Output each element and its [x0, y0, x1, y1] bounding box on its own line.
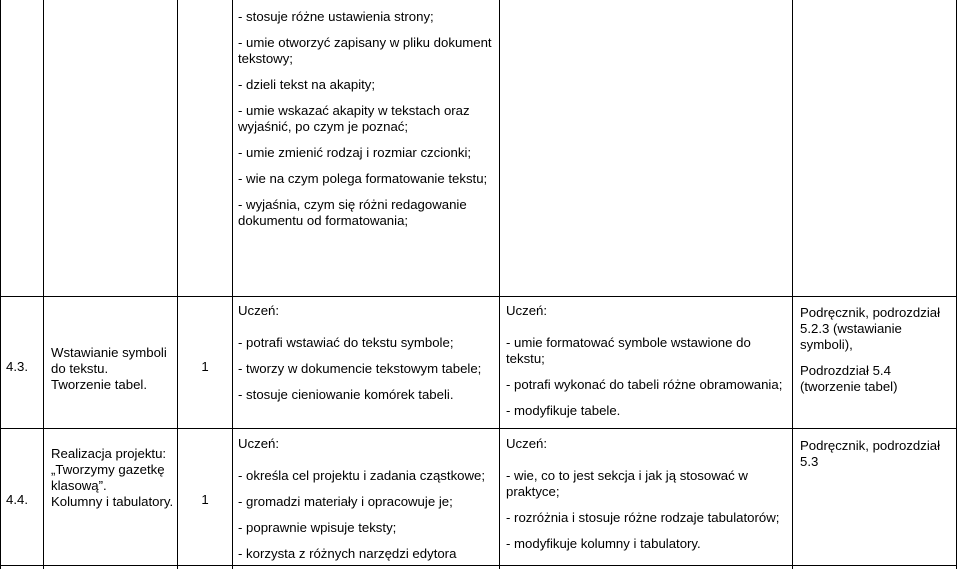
requirement-item: - potrafi wykonać do tabeli różne obramowania;	[506, 377, 783, 392]
skills-list-continued	[238, 9, 496, 229]
requirements-header: Uczeń:	[238, 303, 280, 318]
resource-item: Podrozdział 5.4 (tworzenie tabel)	[800, 363, 898, 394]
topic-line: Wstawianie symboli do tekstu.	[51, 345, 167, 376]
requirement-item: - poprawnie wpisuje teksty;	[238, 520, 397, 535]
resources-cell	[800, 438, 952, 470]
topic-cell	[51, 446, 175, 510]
skill-item: - umie otworzyć zapisany w pliku dokument tekstowy;	[238, 35, 492, 66]
requirement-item: - korzysta z różnych narzędzi edytora	[238, 546, 457, 561]
basic-requirements-cell	[238, 303, 496, 403]
grid-line-left	[0, 0, 1, 569]
grid-line-row-top	[0, 296, 957, 297]
requirement-item: - tworzy w dokumencie tekstowym tabele;	[238, 361, 482, 376]
requirement-item: - stosuje cieniowanie komórek tabeli.	[238, 387, 454, 402]
requirement-item: - rozróżnia i stosuje różne rodzaje tabulatorów;	[506, 510, 780, 525]
skill-item: - dzieli tekst na akapity;	[238, 77, 376, 92]
topic-line: Realizacja projektu: „Tworzymy gazetkę klasową”.	[51, 446, 167, 493]
row-number: 4.4.	[6, 492, 28, 507]
grid-line-basic	[499, 0, 500, 569]
requirements-header: Uczeń:	[506, 303, 548, 318]
grid-line-number	[43, 0, 44, 569]
resource-item: Podręcznik, podrozdział 5.2.3 (wstawianie symboli),	[800, 305, 941, 352]
hours-cell: 1	[201, 492, 209, 507]
requirement-item: - określa cel projektu i zadania cząstkowe;	[238, 468, 486, 483]
skill-item: - umie zmienić rodzaj i rozmiar czcionki;	[238, 145, 472, 160]
grid-line-bottom	[0, 565, 957, 566]
grid-line-extended	[792, 0, 793, 569]
requirement-item: - wie, co to jest sekcja i jak ją stosować w praktyce;	[506, 468, 748, 499]
topic-line: Kolumny i tabulatory.	[51, 494, 174, 509]
extended-requirements-cell	[506, 303, 788, 419]
topic-line: Tworzenie tabel.	[51, 377, 148, 392]
requirement-item: - modyfikuje kolumny i tabulatory.	[506, 536, 701, 551]
requirements-header: Uczeń:	[238, 436, 280, 451]
basic-requirements-cell	[238, 436, 496, 562]
skill-item: - wyjaśnia, czym się różni redagowanie dokumentu od formatowania;	[238, 197, 467, 228]
skill-item: - umie wskazać akapity w tekstach oraz wyjaśnić, po czym je poznać;	[238, 103, 470, 134]
topic-cell	[51, 345, 175, 393]
requirement-item: - umie formatować symbole wstawione do tekstu;	[506, 335, 751, 366]
grid-line-hours	[232, 0, 233, 569]
extended-requirements-cell	[506, 436, 788, 552]
skill-item: - wie na czym polega formatowanie tekstu;	[238, 171, 488, 186]
resource-item: Podręcznik, podrozdział 5.3	[800, 438, 941, 469]
skill-item: - stosuje różne ustawienia strony;	[238, 9, 434, 24]
grid-line-topic	[177, 0, 178, 569]
requirement-item: - potrafi wstawiać do tekstu symbole;	[238, 335, 454, 350]
grid-line-row-mid	[0, 428, 957, 429]
requirements-header: Uczeń:	[506, 436, 548, 451]
grid-line-right	[956, 0, 957, 569]
hours-cell: 1	[201, 359, 209, 374]
resources-cell	[800, 305, 952, 395]
requirement-item: - gromadzi materiały i opracowuje je;	[238, 494, 453, 509]
row-number: 4.3.	[6, 359, 28, 374]
requirement-item: - modyfikuje tabele.	[506, 403, 621, 418]
